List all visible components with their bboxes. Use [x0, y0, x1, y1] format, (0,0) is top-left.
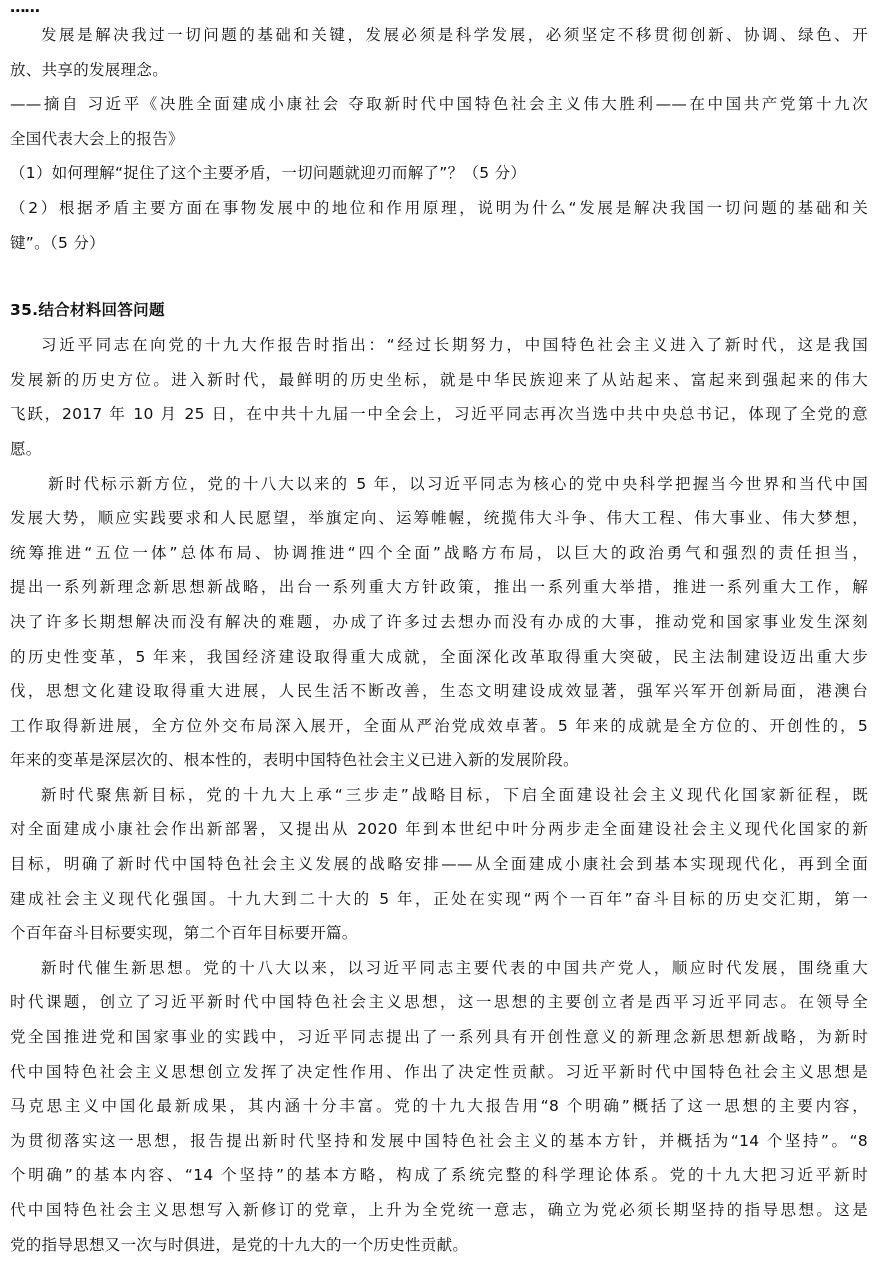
document-page [10, 0, 868, 1262]
question-35-heading: 35.结合材料回答问题 [10, 301, 165, 320]
paragraph-line: 新时代催生新思想。党的十八大以来，以习近平同志主要代表的中国共产党人，顺应时代发展，围绕重大 [41, 958, 868, 977]
paragraph-line: 习近平同志在向党的十九大作报告时指出：“经过长期努力，中国特色社会主义进入了新时代，这是我国 [41, 336, 868, 355]
paragraph-line: 马克思主义中国化最新成果，其内涵十分丰富。党的十九大报告用“8 个明确”概括了这一思想的主要内容， [10, 1097, 868, 1116]
paragraph-line: 统筹推进“五位一体”总体布局、协调推进“四个全面”战略方布局，以巨大的政治勇气和强烈的责任担当， [10, 543, 868, 562]
paragraph-line: 发展大势，顺应实践要求和人民愿望，举旗定向、运筹帷幄，统揽伟大斗争、伟大工程、伟大事业、伟大梦想， [10, 509, 868, 528]
paragraph-line: 为贯彻落实这一思想，报告提出新时代坚持和发展中国特色社会主义的基本方针，并概括为“14 个坚持”。“8 [10, 1131, 868, 1150]
paragraph-line: 的历史性变革，5 年来，我国经济建设取得重大成就，全面深化改革取得重大突破，民主法制建设迈出重大步 [10, 647, 868, 666]
paragraph-line: 党全国推进党和国家事业的实践中，习近平同志提出了一系列具有开创性意义的新理念新思想新战略，为新时 [10, 1028, 868, 1047]
paragraph-line: 发展新的历史方位。进入新时代，最鲜明的历史坐标，就是中华民族迎来了从站起来、富起来到强起来的伟大 [10, 370, 868, 389]
paragraph-line: 提出一系列新理念新思想新战略，出台一系列重大方针政策，推出一系列重大举措，推进一系列重大工作，解 [10, 578, 868, 597]
paragraph-1 [10, 328, 868, 466]
citation-line: ——摘自 习近平《决胜全面建成小康社会 夺取新时代中国特色社会主义伟大胜利——在中国共产党第十九次 [10, 95, 868, 114]
paragraph-line: 伐，思想文化建设取得重大进展，人民生活不断改善，生态文明建设成效显著，强军兴军开创新局面，港澳台 [10, 682, 868, 701]
paragraph-line: 新时代聚焦新目标，党的十九大上承“三步走”战略目标，下启全面建设社会主义现代化国家新征程，既 [41, 785, 868, 804]
paragraph-line: 新时代标示新方位，党的十八大以来的 5 年，以习近平同志为核心的党中央科学把握当今世界和当代中国 [48, 474, 868, 493]
paragraph-3 [10, 778, 868, 951]
paragraph-line: 决了许多长期想解决而没有解决的难题，办成了许多过去想办而没有办成的大事，推动党和国家事业发生深刻 [10, 612, 868, 631]
paragraph-line: 时代课题，创立了习近平新时代中国特色社会主义思想，这一思想的主要创立者是西平习近平同志。在领导全 [10, 993, 868, 1012]
question-1: （1）如何理解“捉住了这个主要矛盾，一切问题就迎刃而解了”？（5 分） [10, 164, 527, 183]
paragraph-line: 建成社会主义现代化强国。十九大到二十大的 5 年，正处在实现“两个一百年”奋斗目标的历史交汇期，第一 [10, 889, 868, 908]
paragraph-2 [10, 467, 868, 778]
paragraph-line: 目标，明确了新时代中国特色社会主义发展的战略安排——从全面建成小康社会到基本实现现代化，再到全面 [10, 855, 868, 874]
material-line: 放、共享的发展理念。 [10, 60, 169, 79]
ellipsis: …… [10, 0, 39, 16]
paragraph-4 [10, 951, 868, 1262]
paragraph-line: 代中国特色社会主义思想写入新修订的党章，上升为全党统一意志，确立为党必须长期坚持的指导思想。这是 [10, 1201, 868, 1219]
question-2: （2）根据矛盾主要方面在事物发展中的地位和作用原理，说明为什么“发展是解决我国一切问题的基础和关 [10, 198, 868, 217]
paragraph-line: 对全面建成小康社会作出新部署，又提出从 2020 年到本世纪中叶分两步走全面建设社会主义现代化国家的新 [10, 820, 868, 839]
paragraph-line: 个百年奋斗目标要实现，第二个百年目标要开篇。 [10, 924, 358, 943]
question-2-cont: 键”。（5 分） [10, 233, 105, 252]
paragraph-line: 愿。 [10, 439, 42, 458]
material-block [10, 18, 868, 260]
material-line: 发展是解决我过一切问题的基础和关键，发展必须是科学发展，必须坚定不移贯彻创新、协调、绿色、开 [41, 26, 868, 44]
paragraph-line: 个明确”的基本内容、“14 个坚持”的基本方略，构成了系统完整的科学理论体系。党的十九大把习近平新时 [10, 1166, 868, 1185]
paragraph-line: 代中国特色社会主义思想创立发挥了决定性作用、作出了决定性贡献。习近平新时代中国特色社会主义思想是 [10, 1062, 868, 1081]
paragraph-line: 工作取得新进展，全方位外交布局深入展开，全面从严治党成效卓著。5 年来的成就是全方位的、开创性的，5 [10, 716, 868, 735]
citation-line: 全国代表大会上的报告》 [10, 129, 184, 148]
paragraph-line: 飞跃，2017 年 10 月 25 日，在中共十九届一中全会上，习近平同志再次当选中共中央总书记，体现了全党的意 [10, 405, 868, 424]
spacer [10, 260, 868, 292]
paragraph-line: 党的指导思想又一次与时俱进，是党的十九大的一个历史性贡献。 [10, 1235, 469, 1254]
paragraph-line: 年来的变革是深层次的、根本性的，表明中国特色社会主义已进入新的发展阶段。 [10, 751, 579, 770]
